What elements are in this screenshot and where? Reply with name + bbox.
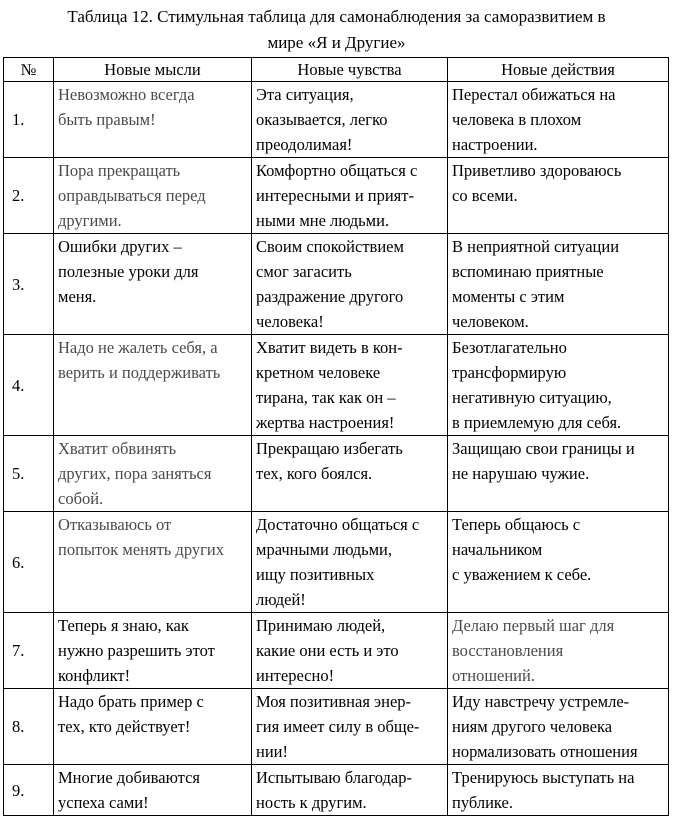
table-row [4, 613, 669, 689]
header-row [4, 58, 669, 82]
header-new-actions: Новые действия [448, 58, 669, 82]
new-action-cell: Иду навстречу устремле- ниям другого человека нормализовать отношения [448, 689, 669, 765]
new-action-cell: Приветливо здороваюсь со всеми. [448, 158, 669, 234]
row-number: 8. [4, 689, 54, 765]
new-feeling-cell: Достаточно общаться с мрачными людьми, ищу позитивных людей! [252, 512, 448, 613]
table-caption: Таблица 12. Стимульная таблица для самонаблюдения за саморазвитием в мире «Я и Другие» [67, 7, 606, 52]
new-feeling-cell: Испытываю благодар- ность к другим. [252, 765, 448, 816]
new-thought-cell: Ошибки других – полезные уроки для меня. [54, 234, 252, 335]
new-action-cell: Перестал обижаться на человека в плохом настроении. [448, 82, 669, 158]
row-number: 9. [4, 765, 54, 816]
new-action-cell: Безотлагательно трансформирую негативную ситуацию, в приемлемую для себя. [448, 335, 669, 436]
new-thought-cell: Невозможно всегда быть правым! [54, 82, 252, 158]
table-row [4, 765, 669, 816]
row-number: 4. [4, 335, 54, 436]
table-row [4, 335, 669, 436]
new-thought-cell: Отказываюсь от попыток менять других [54, 512, 252, 613]
new-thought-cell: Хватит обвинять других, пора заняться собой. [54, 436, 252, 512]
new-action-cell: Тренируюсь выступать на публике. [448, 765, 669, 816]
table-row [4, 158, 669, 234]
new-feeling-cell: Принимаю людей, какие они есть и это интересно! [252, 613, 448, 689]
row-number: 7. [4, 613, 54, 689]
new-thought-cell: Надо не жалеть себя, а верить и поддерживать [54, 335, 252, 436]
header-new-feelings: Новые чувства [252, 58, 448, 82]
table-row [4, 512, 669, 613]
row-number: 6. [4, 512, 54, 613]
self-observation-table [3, 57, 669, 816]
new-feeling-cell: Хватит видеть в кон- кретном человеке тирана, так как он – жертва настроения! [252, 335, 448, 436]
new-feeling-cell: Своим спокойствием смог загасить раздражение другого человека! [252, 234, 448, 335]
new-feeling-cell: Эта ситуация, оказывается, легко преодолимая! [252, 82, 448, 158]
row-number: 3. [4, 234, 54, 335]
header-number: № [4, 58, 54, 82]
new-thought-cell: Пора прекращать оправдываться перед другими. [54, 158, 252, 234]
table-row [4, 82, 669, 158]
row-number: 2. [4, 158, 54, 234]
new-thought-cell: Многие добиваются успеха сами! [54, 765, 252, 816]
table-row [4, 689, 669, 765]
table-row [4, 436, 669, 512]
new-feeling-cell: Моя позитивная энер- гия имеет силу в обще- нии! [252, 689, 448, 765]
header-new-thoughts: Новые мысли [54, 58, 252, 82]
new-thought-cell: Надо брать пример с тех, кто действует! [54, 689, 252, 765]
new-action-cell: Теперь общаюсь с начальником с уважением к себе. [448, 512, 669, 613]
new-action-cell: Делаю первый шаг для восстановления отношений. [448, 613, 669, 689]
row-number: 5. [4, 436, 54, 512]
new-feeling-cell: Прекращаю избегать тех, кого боялся. [252, 436, 448, 512]
table-row [4, 234, 669, 335]
new-action-cell: Защищаю свои границы и не нарушаю чужие. [448, 436, 669, 512]
new-feeling-cell: Комфортно общаться с интересными и прият- ными мне людьми. [252, 158, 448, 234]
new-action-cell: В неприятной ситуации вспоминаю приятные моменты с этим человеком. [448, 234, 669, 335]
new-thought-cell: Теперь я знаю, как нужно разрешить этот конфликт! [54, 613, 252, 689]
row-number: 1. [4, 82, 54, 158]
